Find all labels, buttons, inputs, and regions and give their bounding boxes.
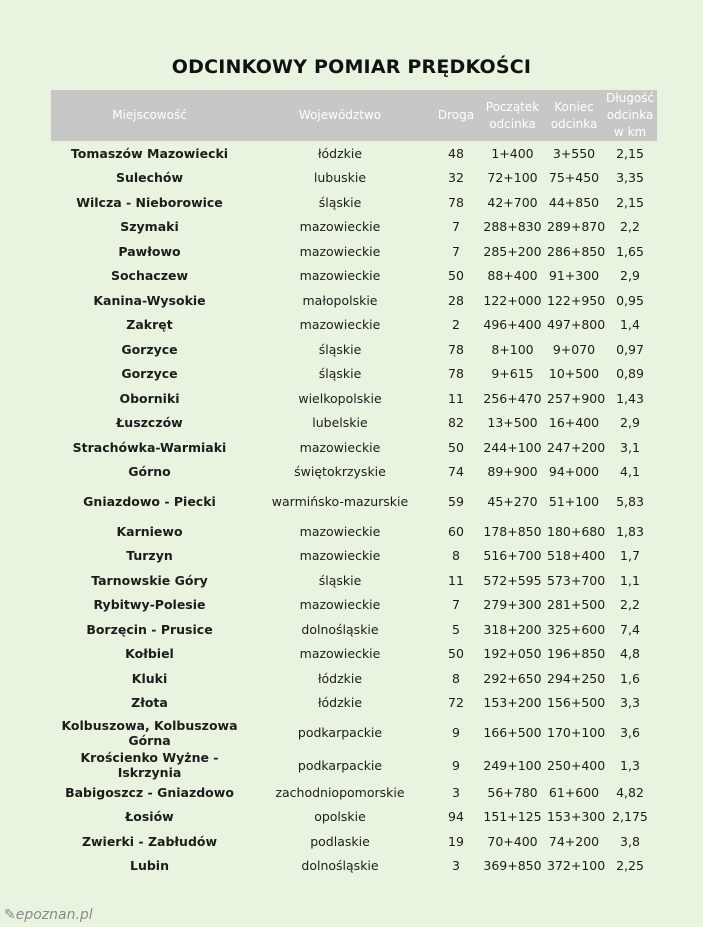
table-row (51, 544, 657, 569)
cell-start: 244+100 (483, 439, 542, 455)
table-row (51, 239, 657, 264)
cell-start: 42+700 (487, 194, 538, 210)
cell-voivodeship: mazowieckie (299, 548, 381, 564)
table-row (51, 805, 657, 830)
cell-road: 50 (448, 268, 464, 284)
table-body (51, 141, 657, 878)
cell-length: 2,175 (612, 809, 648, 825)
cell-end: 156+500 (547, 695, 606, 711)
cell-length: 1,3 (620, 757, 640, 773)
cell-place: Borzęcin - Prusice (86, 621, 213, 637)
cell-start: 122+000 (483, 292, 542, 308)
cell-length: 1,4 (620, 317, 640, 333)
cell-length: 4,8 (620, 646, 640, 662)
table-row (51, 362, 657, 387)
header-length: Długość odcinka w km (603, 90, 657, 141)
cell-place: Zwierki - Zabłudów (81, 833, 218, 849)
table-header (51, 90, 657, 141)
header-end: Koniec odcinka (545, 90, 603, 141)
table-row (51, 288, 657, 313)
cell-place: Kluki (131, 670, 168, 686)
cell-voivodeship: lubuskie (313, 170, 367, 186)
table-row (51, 854, 657, 879)
cell-voivodeship: podkarpackie (297, 725, 383, 740)
cell-end: 372+100 (547, 858, 606, 874)
cell-place: Kołbiel (125, 646, 174, 662)
cell-end: 61+600 (548, 784, 600, 800)
cell-start: 516+700 (483, 548, 542, 564)
cell-voivodeship: mazowieckie (299, 268, 381, 284)
cell-road: 19 (448, 833, 464, 849)
table-row (51, 642, 657, 667)
cell-end: 281+500 (547, 597, 606, 613)
cell-place: Gniazdowo - Piecki (83, 494, 216, 509)
cell-end: 44+850 (548, 194, 600, 210)
cell-end: 122+950 (547, 292, 606, 308)
table-row (51, 166, 657, 191)
cell-start: 151+125 (483, 809, 542, 825)
cell-place: Łuszczów (116, 415, 183, 431)
cell-voivodeship: mazowieckie (299, 317, 381, 333)
header-voivodeship: Województwo (248, 90, 432, 141)
cell-voivodeship: wielkopolskie (298, 390, 382, 406)
cell-voivodeship: śląskie (318, 366, 362, 382)
cell-length: 2,9 (620, 415, 640, 431)
cell-end: 51+100 (548, 494, 600, 509)
cell-start: 256+470 (483, 390, 542, 406)
cell-road: 11 (448, 390, 464, 406)
table-row (51, 460, 657, 485)
cell-length: 3,35 (616, 170, 644, 186)
cell-road: 78 (448, 194, 464, 210)
cell-road: 50 (448, 439, 464, 455)
cell-place: Turzyn (126, 548, 173, 564)
cell-voivodeship: małopolskie (302, 292, 378, 308)
cell-start: 279+300 (483, 597, 542, 613)
cell-end: 74+200 (548, 833, 600, 849)
cell-road: 82 (448, 415, 464, 431)
cell-end: 3+550 (552, 145, 596, 161)
table-row (51, 484, 657, 519)
cell-start: 572+595 (483, 572, 542, 588)
cell-road: 7 (452, 597, 460, 613)
cell-road: 48 (448, 145, 464, 161)
cell-length: 1,6 (620, 670, 640, 686)
cell-end: 294+250 (547, 670, 606, 686)
header-place: Miejscowość (51, 90, 248, 141)
cell-length: 3,8 (620, 833, 640, 849)
cell-place: Sochaczew (110, 268, 189, 284)
cell-end: 9+070 (552, 341, 596, 357)
cell-place: Sulechów (115, 170, 184, 186)
cell-end: 573+700 (547, 572, 606, 588)
table-row (51, 568, 657, 593)
cell-place: Wilcza - Nieborowice (76, 194, 223, 210)
cell-start: 70+400 (487, 833, 538, 849)
cell-start: 13+500 (487, 415, 538, 431)
cell-start: 56+780 (487, 784, 538, 800)
cell-place: Kanina-Wysokie (93, 292, 206, 308)
cell-end: 286+850 (547, 243, 606, 259)
table-row (51, 780, 657, 805)
cell-voivodeship: zachodniopomorskie (275, 784, 405, 800)
table-row (51, 715, 657, 750)
cell-length: 1,83 (616, 523, 644, 539)
cell-start: 192+050 (483, 646, 542, 662)
cell-length: 1,7 (620, 548, 640, 564)
cell-end: 257+900 (547, 390, 606, 406)
cell-place: Rybitwy-Polesie (93, 597, 206, 613)
cell-road: 7 (452, 219, 460, 235)
cell-length: 2,2 (620, 219, 640, 235)
table-row (51, 829, 657, 854)
cell-start: 496+400 (483, 317, 542, 333)
cell-voivodeship: śląskie (318, 341, 362, 357)
cell-place: Tarnowskie Góry (91, 572, 208, 588)
table-row (51, 617, 657, 642)
cell-place: Pawłowo (118, 243, 181, 259)
cell-end: 497+800 (547, 317, 606, 333)
cell-length: 5,83 (616, 494, 644, 509)
cell-end: 170+100 (547, 725, 606, 740)
cell-length: 4,82 (616, 784, 644, 800)
speed-measurement-table (51, 90, 657, 878)
cell-voivodeship: śląskie (318, 572, 362, 588)
cell-road: 78 (448, 341, 464, 357)
cell-place: Gorzyce (121, 341, 178, 357)
cell-road: 59 (448, 494, 464, 509)
cell-length: 2,9 (620, 268, 640, 284)
cell-place: Łosiów (125, 809, 174, 825)
cell-place: Zakręt (126, 317, 173, 333)
cell-voivodeship: dolnośląskie (301, 621, 379, 637)
cell-place: Strachówka-Warmiaki (72, 439, 227, 455)
cell-place: Tomaszów Mazowiecki (70, 145, 229, 161)
cell-voivodeship: świętokrzyskie (294, 464, 386, 480)
cell-start: 89+900 (487, 464, 538, 480)
cell-start: 285+200 (483, 243, 542, 259)
cell-end: 153+300 (547, 809, 606, 825)
cell-start: 318+200 (483, 621, 542, 637)
header-road: Droga (432, 90, 480, 141)
cell-road: 94 (448, 809, 464, 825)
cell-length: 3,6 (620, 725, 640, 740)
cell-length: 3,3 (620, 695, 640, 711)
cell-start: 292+650 (483, 670, 542, 686)
cell-start: 178+850 (483, 523, 542, 539)
cell-voivodeship: lubelskie (312, 415, 368, 431)
cell-length: 1,65 (616, 243, 644, 259)
pen-icon: ✎ (4, 907, 16, 923)
cell-length: 7,4 (620, 621, 640, 637)
cell-road: 11 (448, 572, 464, 588)
cell-end: 180+680 (547, 523, 606, 539)
cell-road: 9 (452, 725, 460, 740)
cell-voivodeship: podkarpackie (297, 757, 383, 773)
cell-voivodeship: mazowieckie (299, 597, 381, 613)
cell-end: 94+000 (548, 464, 600, 480)
cell-road: 72 (448, 695, 464, 711)
table-row (51, 337, 657, 362)
cell-start: 249+100 (483, 757, 542, 773)
cell-start: 288+830 (483, 219, 542, 235)
cell-length: 0,89 (616, 366, 644, 382)
cell-voivodeship: podlaskie (310, 833, 370, 849)
cell-length: 2,15 (616, 194, 644, 210)
cell-road: 50 (448, 646, 464, 662)
cell-end: 247+200 (547, 439, 606, 455)
cell-road: 8 (452, 670, 460, 686)
cell-start: 72+100 (487, 170, 538, 186)
table-row (51, 435, 657, 460)
table-row (51, 750, 657, 780)
table-row (51, 386, 657, 411)
cell-road: 74 (448, 464, 464, 480)
table-row (51, 141, 657, 166)
table-row (51, 215, 657, 240)
cell-voivodeship: opolskie (314, 809, 366, 825)
cell-place: Krościenko Wyżne - Iskrzynia (80, 750, 219, 780)
cell-voivodeship: łódzkie (317, 670, 363, 686)
cell-road: 60 (448, 523, 464, 539)
cell-length: 3,1 (620, 439, 640, 455)
cell-start: 9+615 (491, 366, 534, 382)
cell-place: Babigoszcz - Gniazdowo (65, 784, 234, 800)
cell-start: 166+500 (483, 725, 542, 740)
cell-length: 2,15 (616, 145, 644, 161)
cell-road: 8 (452, 548, 460, 564)
cell-voivodeship: śląskie (318, 194, 362, 210)
cell-end: 10+500 (548, 366, 600, 382)
cell-road: 3 (452, 784, 460, 800)
cell-voivodeship: łódzkie (317, 145, 363, 161)
cell-place: Karniewo (116, 523, 183, 539)
table-row (51, 264, 657, 289)
cell-end: 289+870 (547, 219, 606, 235)
cell-place: Kolbuszowa, Kolbuszowa Górna (61, 717, 238, 748)
cell-voivodeship: dolnośląskie (301, 858, 379, 874)
cell-voivodeship: mazowieckie (299, 523, 381, 539)
cell-voivodeship: mazowieckie (299, 243, 381, 259)
cell-voivodeship: łódzkie (317, 695, 363, 711)
cell-road: 32 (448, 170, 464, 186)
cell-start: 88+400 (487, 268, 538, 284)
cell-place: Szymaki (120, 219, 179, 235)
cell-end: 91+300 (548, 268, 600, 284)
cell-place: Gorzyce (121, 366, 178, 382)
cell-start: 1+400 (491, 145, 534, 161)
cell-start: 8+100 (491, 341, 534, 357)
cell-road: 28 (448, 292, 464, 308)
cell-start: 153+200 (483, 695, 542, 711)
cell-road: 3 (452, 858, 460, 874)
cell-length: 1,43 (616, 390, 644, 406)
cell-place: Oborniki (119, 390, 180, 406)
table-row (51, 666, 657, 691)
cell-end: 75+450 (548, 170, 600, 186)
cell-voivodeship: mazowieckie (299, 646, 381, 662)
cell-start: 45+270 (487, 494, 538, 509)
table-row (51, 519, 657, 544)
header-start: Początek odcinka (480, 90, 545, 141)
cell-end: 16+400 (548, 415, 600, 431)
cell-road: 2 (452, 317, 460, 333)
cell-voivodeship: mazowieckie (299, 439, 381, 455)
cell-road: 9 (452, 757, 460, 773)
table-row (51, 593, 657, 618)
table-row (51, 411, 657, 436)
cell-end: 518+400 (547, 548, 606, 564)
cell-voivodeship: warmińsko-mazurskie (271, 494, 409, 509)
cell-length: 0,97 (616, 341, 644, 357)
cell-length: 0,95 (616, 292, 644, 308)
table-row (51, 190, 657, 215)
cell-end: 250+400 (547, 757, 606, 773)
cell-end: 196+850 (547, 646, 606, 662)
cell-road: 78 (448, 366, 464, 382)
cell-voivodeship: mazowieckie (299, 219, 381, 235)
cell-start: 369+850 (483, 858, 542, 874)
cell-length: 4,1 (620, 464, 640, 480)
table-row (51, 313, 657, 338)
page-title: ODCINKOWY POMIAR PRĘDKOŚCI (171, 56, 532, 78)
cell-length: 2,25 (616, 858, 644, 874)
cell-place: Złota (131, 695, 168, 711)
table-row (51, 691, 657, 716)
cell-end: 325+600 (547, 621, 606, 637)
cell-length: 2,2 (620, 597, 640, 613)
cell-road: 7 (452, 243, 460, 259)
cell-place: Górno (128, 464, 171, 480)
cell-road: 5 (452, 621, 460, 637)
watermark-text: epoznan.pl (15, 907, 93, 923)
cell-length: 1,1 (620, 572, 640, 588)
cell-place: Lubin (130, 858, 169, 874)
watermark (4, 907, 93, 923)
